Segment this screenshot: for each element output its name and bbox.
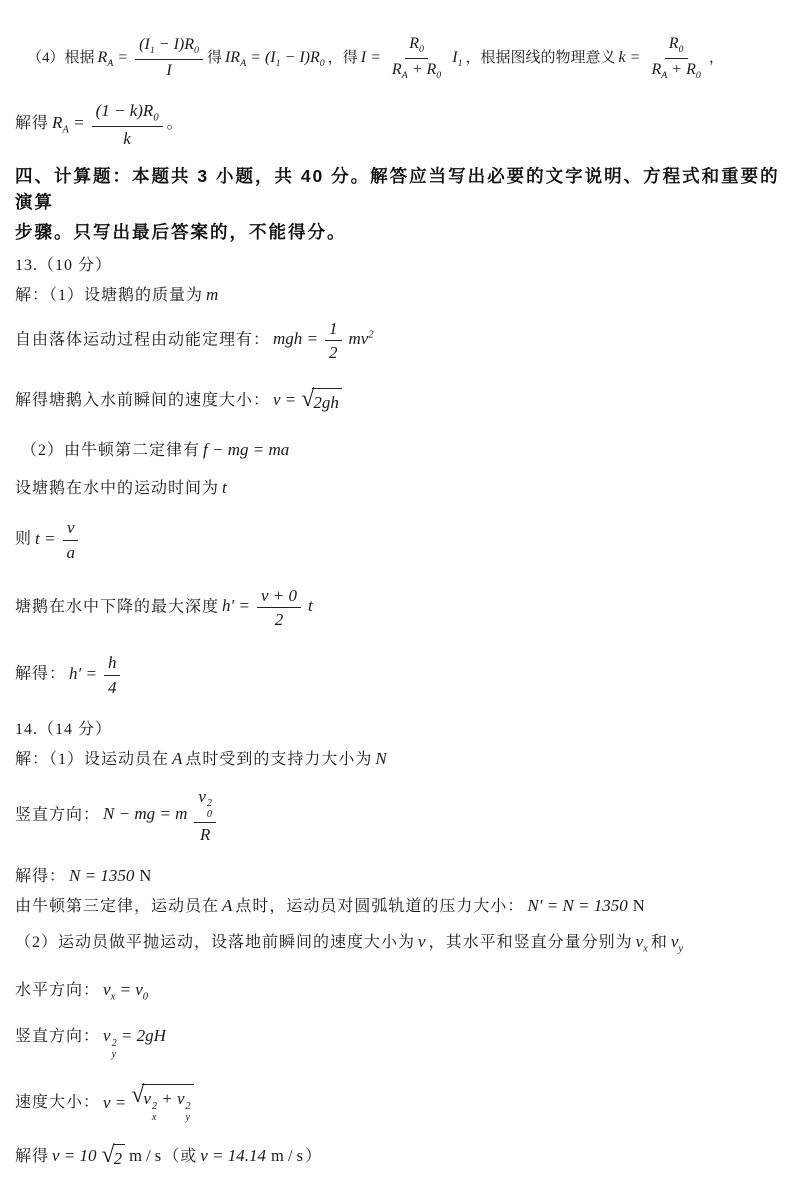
math-expr: $R_A$ = <box>52 113 85 136</box>
cjk-text: 解：（1）设运动员在 <box>15 750 170 768</box>
fraction <box>62 517 79 563</box>
numerator: h <box>104 652 121 675</box>
unit-text: N <box>632 896 645 916</box>
numerator: $R_0$ <box>405 34 428 59</box>
cjk-text: 塘鹅在水中下降的最大深度 <box>15 598 220 616</box>
fraction <box>135 35 203 81</box>
radicand: 2gh <box>312 388 342 416</box>
cjk-text: 点时，运动员对圆弧轨道的压力大小： <box>235 898 525 916</box>
fraction <box>194 786 216 845</box>
math-expr: v = <box>103 1092 127 1112</box>
cjk-text: （2）由牛顿第二定律有 <box>21 442 201 460</box>
cjk-text: 水平方向： <box>15 982 101 1000</box>
cjk-text: 设塘鹅在水中的运动时间为 <box>15 480 220 498</box>
q13-number <box>15 254 788 278</box>
fraction <box>325 318 342 364</box>
q14-speed-formula <box>15 1084 788 1123</box>
q14-vertical-equation <box>15 786 788 845</box>
cjk-text: 由牛顿第三定律，运动员在 <box>15 898 220 916</box>
math-expr: mgh = <box>273 329 319 349</box>
math-expr: v <box>418 932 426 952</box>
cjk-text: 竖直方向： <box>15 1028 101 1046</box>
cjk-text: 得 <box>206 49 222 66</box>
fraction <box>257 585 301 631</box>
q13-velocity-result <box>15 387 788 415</box>
radicand: 2 <box>113 1144 126 1172</box>
denominator: 2 <box>274 610 284 630</box>
unit-text: N <box>139 866 152 886</box>
q13-depth-formula <box>15 585 788 631</box>
math-expr: $I_1$ <box>452 48 463 69</box>
math-expr: v 2 y = 2gH <box>103 1026 166 1060</box>
cjk-text: 解得： <box>15 665 67 683</box>
math-expr: A <box>172 748 183 768</box>
cjk-text: 解得 <box>15 1148 50 1166</box>
q14-horizontal-component <box>15 977 788 1005</box>
cjk-text: ， <box>708 49 724 66</box>
math-expr: $v_x = v_0$ <box>103 980 149 1003</box>
unit-text: m / s <box>129 1146 162 1166</box>
section-heading-line-2: 步骤。只写出最后答案的，不能得分。 <box>15 222 347 243</box>
cjk-text: 解得： <box>15 868 67 886</box>
numerator: v <box>63 517 79 540</box>
math-expr: t <box>222 478 227 498</box>
cjk-text: ，得 <box>327 49 358 66</box>
math-expr: h′ = <box>222 596 250 616</box>
cjk-text: （或 <box>163 1148 198 1166</box>
math-expr: v = <box>273 390 297 410</box>
cjk-text: 自由落体运动过程由动能定理有： <box>15 331 271 349</box>
q13-step1-intro <box>15 282 788 308</box>
fraction <box>104 652 121 698</box>
math-expr: f − mg = ma <box>203 440 290 460</box>
q13-time-setup <box>15 475 788 501</box>
math-expr: m <box>206 284 219 304</box>
cjk-text: （4）根据 <box>27 49 95 66</box>
math-expr: N′ = N = 1350 <box>527 896 628 916</box>
document-page <box>0 34 800 1171</box>
q14-number <box>15 718 788 742</box>
math-expr: t <box>308 596 313 616</box>
numerator: v + 0 <box>257 585 301 608</box>
denominator: 4 <box>107 677 117 697</box>
cjk-text: 13.（10 分） <box>15 256 113 274</box>
line-q12-part4-derivation <box>15 34 788 82</box>
math-expr: N = 1350 <box>69 866 135 886</box>
math-expr: N − mg = m <box>103 804 188 824</box>
denominator: I <box>166 61 172 79</box>
cjk-text: （2）运动员做平抛运动，设落地前瞬间的速度大小为 <box>15 934 416 952</box>
cjk-text: 竖直方向： <box>15 806 101 824</box>
fraction <box>92 100 163 149</box>
cjk-text: ，其水平和竖直分量分别为 <box>428 934 633 952</box>
math-expr: $v_x$ <box>635 932 648 955</box>
fraction <box>388 34 445 82</box>
q13-depth-result <box>15 652 788 698</box>
denominator: $R_A + R_0$ <box>651 60 701 81</box>
q14-vertical-component <box>15 1023 788 1060</box>
radical-sign: √ <box>301 385 315 412</box>
q14-newton-third-law <box>15 893 788 919</box>
cjk-text: 点时受到的支持力大小为 <box>185 750 373 768</box>
q13-energy-theorem <box>15 318 788 364</box>
unit-text: m / s <box>271 1146 304 1166</box>
cjk-text: 解得塘鹅入水前瞬间的速度大小： <box>15 392 271 410</box>
numerator: $(I_1 - I)R_0$ <box>135 35 203 60</box>
numerator: $R_0$ <box>665 34 688 59</box>
line-q12-part4-result <box>15 100 788 149</box>
math-expr: h′ = <box>69 663 97 683</box>
math-expr: N <box>375 748 387 768</box>
q14-n-result <box>15 863 788 889</box>
sqrt-expression <box>131 1084 193 1123</box>
math-expr: v = 10 <box>52 1146 97 1166</box>
cjk-text: 14.（14 分） <box>15 720 113 738</box>
denominator: a <box>66 542 75 562</box>
cjk-text: 和 <box>650 934 668 952</box>
math-expr: $mv^2$ <box>348 329 374 349</box>
cjk-text: 。 <box>166 115 184 133</box>
math-expr: $R_A$ = <box>97 48 129 69</box>
denominator: 2 <box>329 342 338 362</box>
math-expr: k = <box>618 48 641 66</box>
math-expr: $IR_A = (I_1 - I)R_0$ <box>224 48 325 69</box>
cjk-text: ，根据图线的物理意义 <box>465 49 616 66</box>
cjk-text: 解：（1）设塘鹅的质量为 <box>15 286 204 304</box>
math-expr: v = 14.14 <box>200 1146 266 1166</box>
sqrt-expression <box>101 1141 126 1172</box>
math-expr: t = <box>35 528 56 548</box>
radical-sign: √ <box>101 1141 115 1168</box>
math-expr: I = <box>360 48 381 66</box>
sqrt-expression <box>301 385 342 416</box>
cjk-text: 速度大小： <box>15 1094 101 1112</box>
numerator: $(1 - k)R_0$ <box>92 100 163 127</box>
denominator: $R_A + R_0$ <box>391 60 442 81</box>
numerator: v 2 0 <box>194 786 216 823</box>
radical-sign: √ <box>131 1082 145 1109</box>
cjk-text: ） <box>305 1148 323 1166</box>
math-expr: $v_y$ <box>670 932 684 955</box>
section-heading-line-1: 四、计算题：本题共 3 小题，共 40 分。解答应当写出必要的文字说明、方程式和重要的演算 <box>15 165 780 213</box>
q14-step2-intro <box>15 929 788 957</box>
denominator: k <box>123 128 131 148</box>
math-expr: A <box>222 896 233 916</box>
q13-time-formula <box>15 517 788 563</box>
q13-newton-second-law <box>15 437 788 463</box>
numerator: 1 <box>325 318 342 341</box>
q14-step1-intro <box>15 746 788 772</box>
fraction <box>647 34 704 82</box>
cjk-text: 解得 <box>15 115 50 133</box>
radicand: v 2 x + v 2 y <box>142 1084 193 1123</box>
denominator: R <box>199 824 211 844</box>
cjk-text: 则 <box>15 530 33 548</box>
